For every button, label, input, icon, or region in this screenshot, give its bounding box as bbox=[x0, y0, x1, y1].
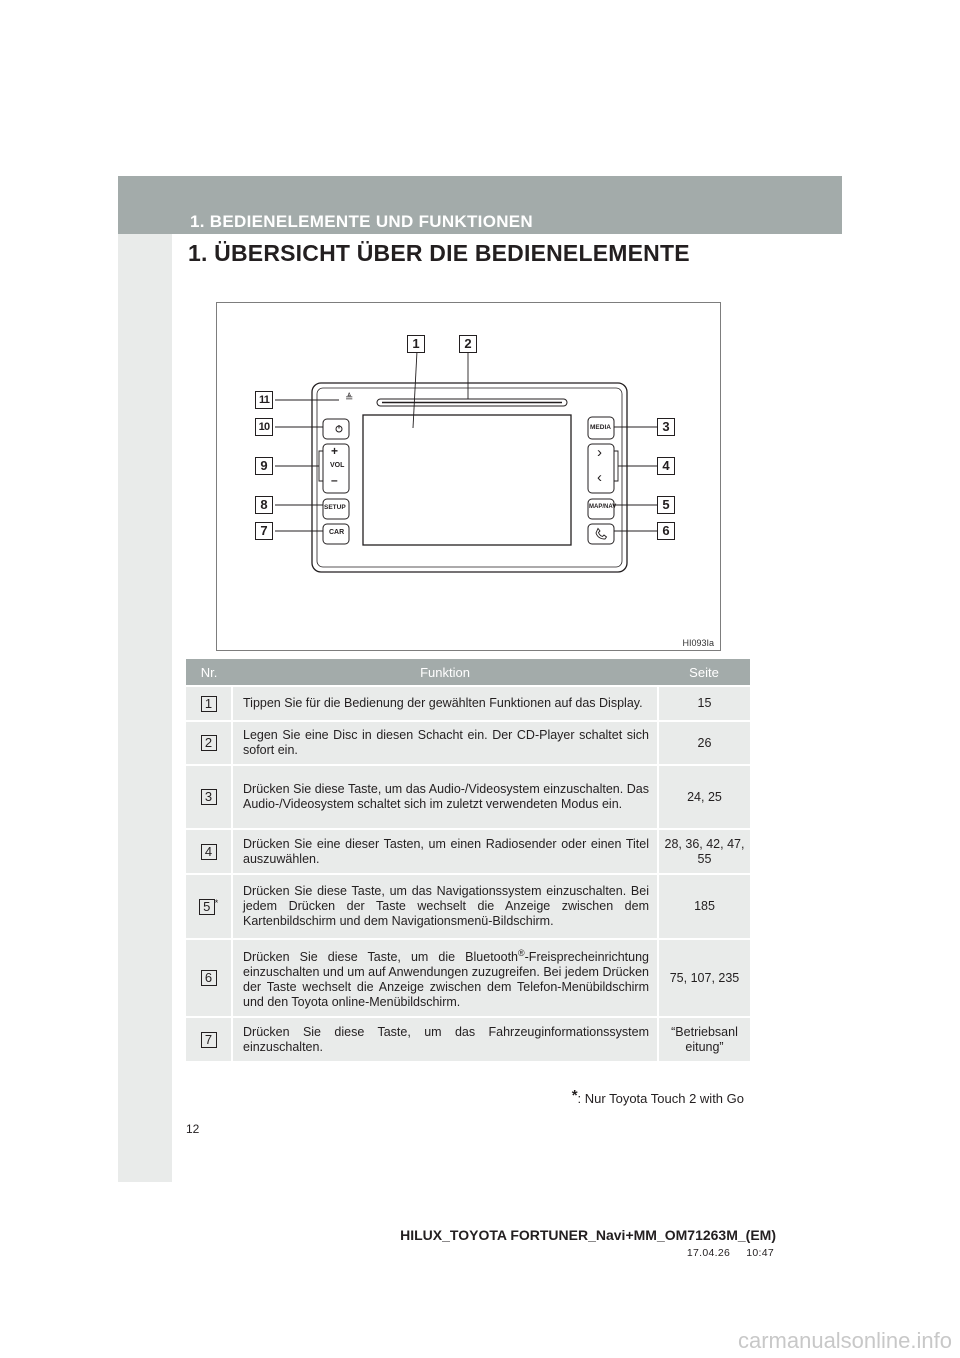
section-title: 1. BEDIENELEMENTE UND FUNKTIONEN bbox=[190, 212, 534, 231]
map-nav-label: MAP/NAV bbox=[589, 504, 617, 510]
head-unit-figure bbox=[216, 302, 721, 651]
footnote bbox=[571, 1087, 744, 1108]
callout-3: 3 bbox=[657, 418, 675, 436]
header-funktion: Funktion bbox=[232, 659, 658, 686]
row-number: 2 bbox=[201, 735, 217, 751]
table-header-row bbox=[186, 659, 750, 686]
display-screen bbox=[363, 415, 571, 545]
callout-4: 4 bbox=[657, 457, 675, 475]
row-page: 15 bbox=[658, 686, 750, 721]
row-function: Tippen Sie für die Bedienung der gewählten Funktionen auf das Display. bbox=[232, 686, 658, 721]
page-heading: 1. ÜBERSICHT ÜBER DIE BEDIENELEMENTE bbox=[188, 240, 690, 266]
row-function-part-a: Drücken Sie diese Taste, um die Bluetooth bbox=[243, 950, 518, 965]
header-seite: Seite bbox=[658, 659, 750, 686]
row-number: 5 bbox=[199, 899, 215, 915]
table-row bbox=[186, 686, 750, 721]
row-page: 26 bbox=[658, 721, 750, 765]
head-unit-illustration bbox=[217, 303, 722, 652]
row-number: 6 bbox=[201, 970, 217, 986]
vol-label: VOL bbox=[330, 462, 345, 469]
registered-mark: ® bbox=[518, 948, 525, 958]
row-function: Legen Sie eine Disc in diesen Schacht ein. Der CD-Player schaltet sich sofort ein. bbox=[232, 721, 658, 765]
callout-11: 11 bbox=[255, 391, 273, 409]
minus-label: – bbox=[331, 473, 338, 487]
document-date: 17.04.26 10:47 bbox=[686, 1247, 774, 1259]
car-label: CAR bbox=[329, 529, 345, 536]
setup-label: SETUP bbox=[324, 504, 346, 511]
watermark: carmanualsonline.info bbox=[737, 1328, 952, 1353]
table-row bbox=[186, 765, 750, 829]
figure-code: HI093Ia bbox=[682, 638, 714, 648]
row-page: 24, 25 bbox=[658, 765, 750, 829]
row-page: “Betriebsanl eitung” bbox=[658, 1017, 750, 1061]
callout-6: 6 bbox=[657, 522, 675, 540]
phone-button bbox=[588, 524, 614, 544]
row-number: 7 bbox=[201, 1032, 217, 1048]
document-id: HILUX_TOYOTA FORTUNER_Navi+MM_OM71263M_(EM) bbox=[400, 1227, 776, 1243]
row-page: 185 bbox=[658, 874, 750, 939]
row-function: Drücken Sie diese Taste, um das Fahrzeuginformationssystem einzuschalten. bbox=[232, 1017, 658, 1061]
callout-2: 2 bbox=[459, 335, 477, 353]
callout-10: 10 bbox=[255, 418, 273, 436]
callout-8: 8 bbox=[255, 496, 273, 514]
row-function: Drücken Sie eine dieser Tasten, um einen Radiosender oder einen Titel auszuwählen. bbox=[232, 829, 658, 874]
footnote-star: * bbox=[214, 897, 219, 908]
table-row bbox=[186, 874, 750, 939]
footnote-text: : Nur Toyota Touch 2 with Go bbox=[577, 1091, 744, 1106]
eject-icon: ≜ bbox=[345, 393, 354, 404]
row-page: 28, 36, 42, 47, 55 bbox=[658, 829, 750, 874]
media-label: MEDIA bbox=[590, 424, 611, 431]
page-number: 12 bbox=[186, 1122, 200, 1136]
table-row bbox=[186, 939, 750, 1017]
row-function bbox=[232, 939, 658, 1017]
callout-5: 5 bbox=[657, 496, 675, 514]
function-table bbox=[186, 659, 750, 1061]
row-number: 1 bbox=[201, 696, 217, 712]
row-number: 4 bbox=[201, 844, 217, 860]
header-nr: Nr. bbox=[186, 659, 232, 686]
row-number: 3 bbox=[201, 789, 217, 805]
next-icon: › bbox=[597, 444, 602, 461]
row-function: Drücken Sie diese Taste, um das Audio-/Videosystem einzuschalten. Das Audio-/Videosystem schaltet sich im zuletzt verwendeten Modus ein. bbox=[232, 765, 658, 829]
table-row bbox=[186, 829, 750, 874]
prev-icon: ‹ bbox=[597, 469, 602, 486]
table-row bbox=[186, 1017, 750, 1061]
footnote-star: * bbox=[571, 1087, 578, 1104]
row-function: Drücken Sie diese Taste, um das Navigationssystem einzuschalten. Bei jedem Drücken der Taste wechselt die Anzeige zwischen dem Kartenbildschirm und dem Navigationsmenü-Bildschirm. bbox=[232, 874, 658, 939]
table-row bbox=[186, 721, 750, 765]
callout-1: 1 bbox=[407, 335, 425, 353]
plus-label: + bbox=[331, 444, 339, 458]
row-page: 75, 107, 235 bbox=[658, 939, 750, 1017]
callout-7: 7 bbox=[255, 522, 273, 540]
callout-9: 9 bbox=[255, 457, 273, 475]
row-function-part-b: -Freisprecheinrichtung einzuschalten und um auf Anwendungen zuzugreifen. Bei jedem Drücken der Taste wechselt die Anzeige zwischen dem Telefon-Menübildschirm und den Toyota online-Menübildschirm. bbox=[243, 950, 649, 1010]
